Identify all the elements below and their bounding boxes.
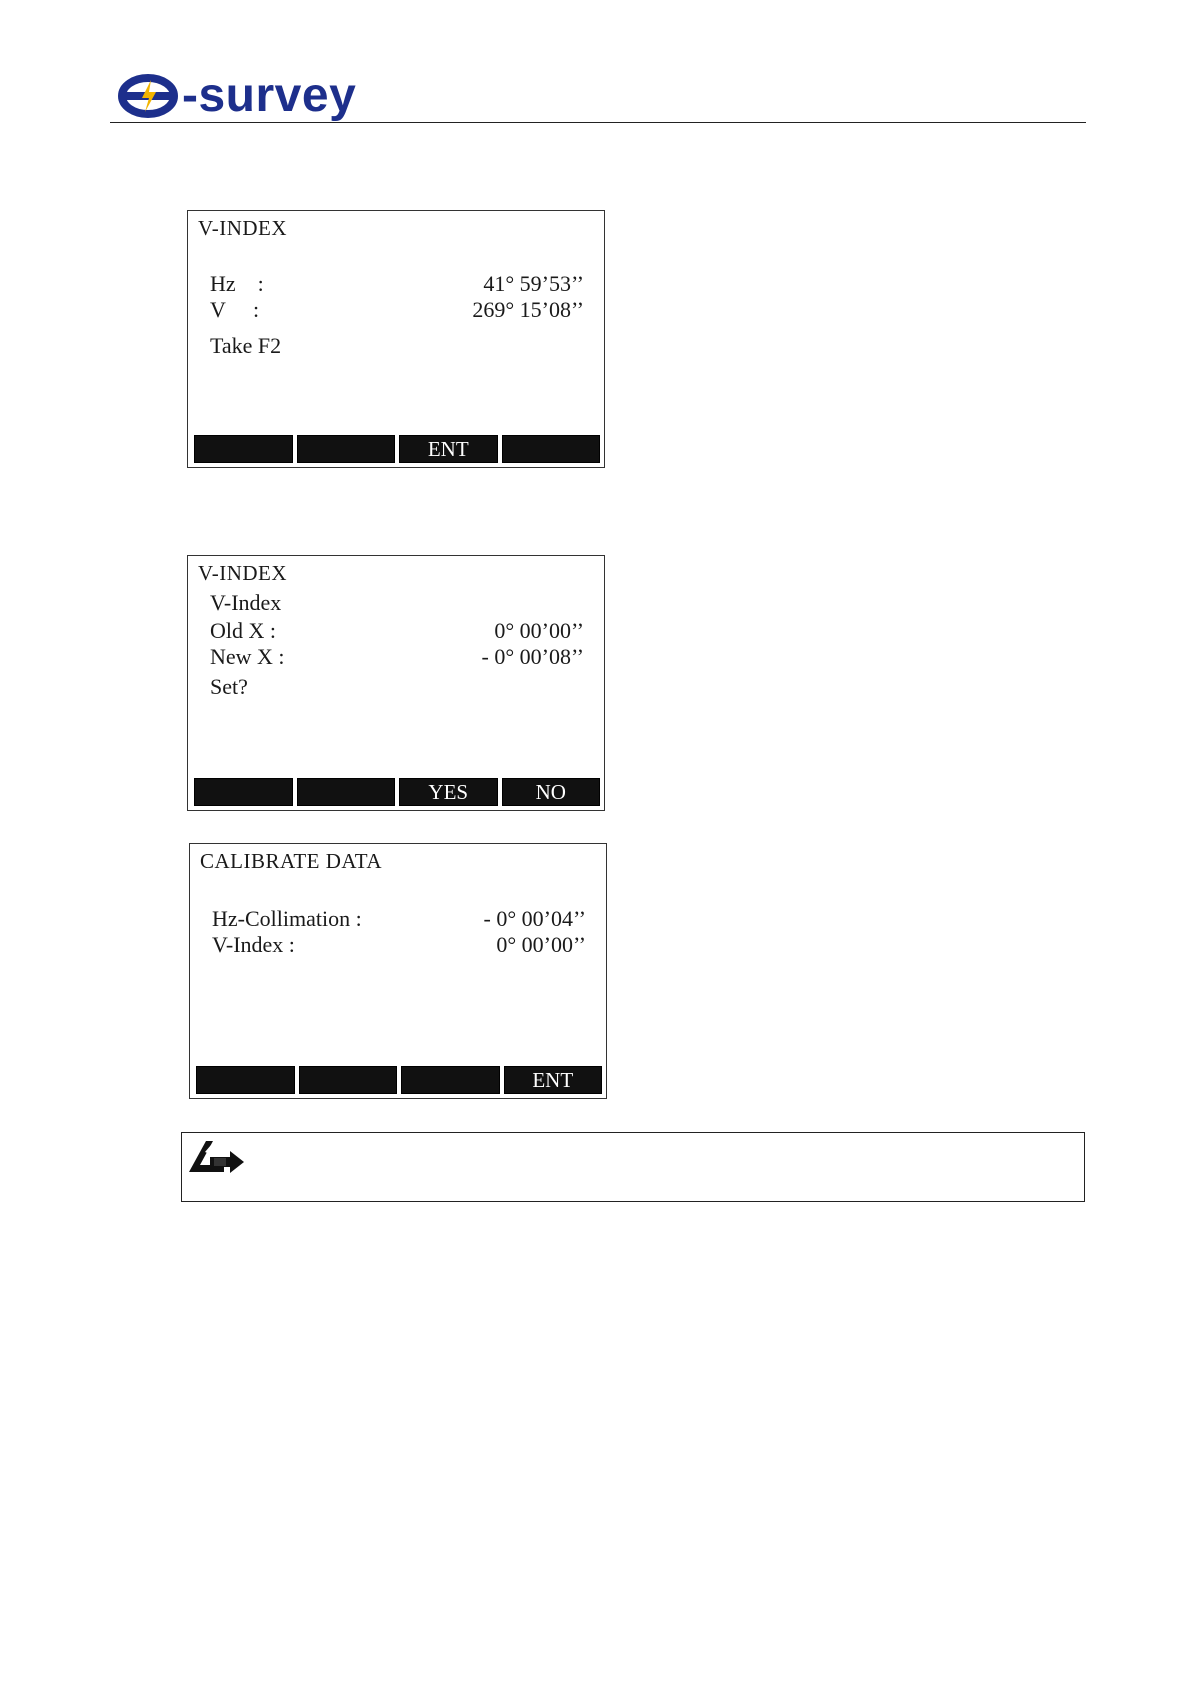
row-label: Hz : [210,271,264,296]
row-label: V-Index : [212,932,295,957]
device-screen-v-index-take [187,210,605,468]
row-label: Old X : [210,618,276,643]
hz-angle-row [210,271,584,297]
row-label: New X : [210,644,285,669]
row-value: - 0° 00’08’’ [481,644,584,669]
softkey-f2[interactable] [297,435,396,463]
brand-name: -survey [182,69,357,122]
softkey-yes[interactable]: YES [399,778,498,806]
hz-collimation-row [212,906,586,932]
softkey-ent[interactable]: ENT [399,435,498,463]
softkey-bar [194,435,600,463]
softkey-f1[interactable] [194,435,293,463]
new-x-row [210,644,584,670]
row-value: 269° 15’08’’ [472,297,584,322]
row-label: Hz-Collimation : [212,906,362,931]
subtitle-text: V-Index [210,590,282,615]
softkey-f2[interactable] [299,1066,398,1094]
screen-title: CALIBRATE DATA [200,849,383,873]
old-x-row [210,618,584,644]
softkey-f4[interactable] [502,435,601,463]
softkey-ent[interactable]: ENT [504,1066,603,1094]
softkey-f1[interactable] [194,778,293,806]
softkey-f2[interactable] [297,778,396,806]
softkey-bar [194,778,600,806]
row-value: - 0° 00’04’’ [483,906,586,931]
softkey-bar [196,1066,602,1094]
page-header [0,0,1190,130]
row-value: 0° 00’00’’ [496,932,586,957]
warning-hand-icon [186,1135,248,1175]
v-angle-row [210,297,584,323]
device-screen-v-index-set [187,555,605,811]
v-index-row [212,932,586,958]
brand-logo [118,70,356,122]
instruction-text: Take F2 [210,333,282,358]
row-label: V : [210,297,260,322]
softkey-f1[interactable] [196,1066,295,1094]
note-box [181,1132,1085,1202]
row-value: 0° 00’00’’ [494,618,584,643]
prompt-text: Set? [210,674,248,699]
device-screen-calibrate-data [189,843,607,1099]
e-survey-logo-icon [118,74,180,118]
softkey-no[interactable]: NO [502,778,601,806]
softkey-f3[interactable] [401,1066,500,1094]
screen-title: V-INDEX [198,216,288,240]
header-divider [110,122,1086,123]
row-value: 41° 59’53’’ [483,271,584,296]
screen-title: V-INDEX [198,561,288,585]
